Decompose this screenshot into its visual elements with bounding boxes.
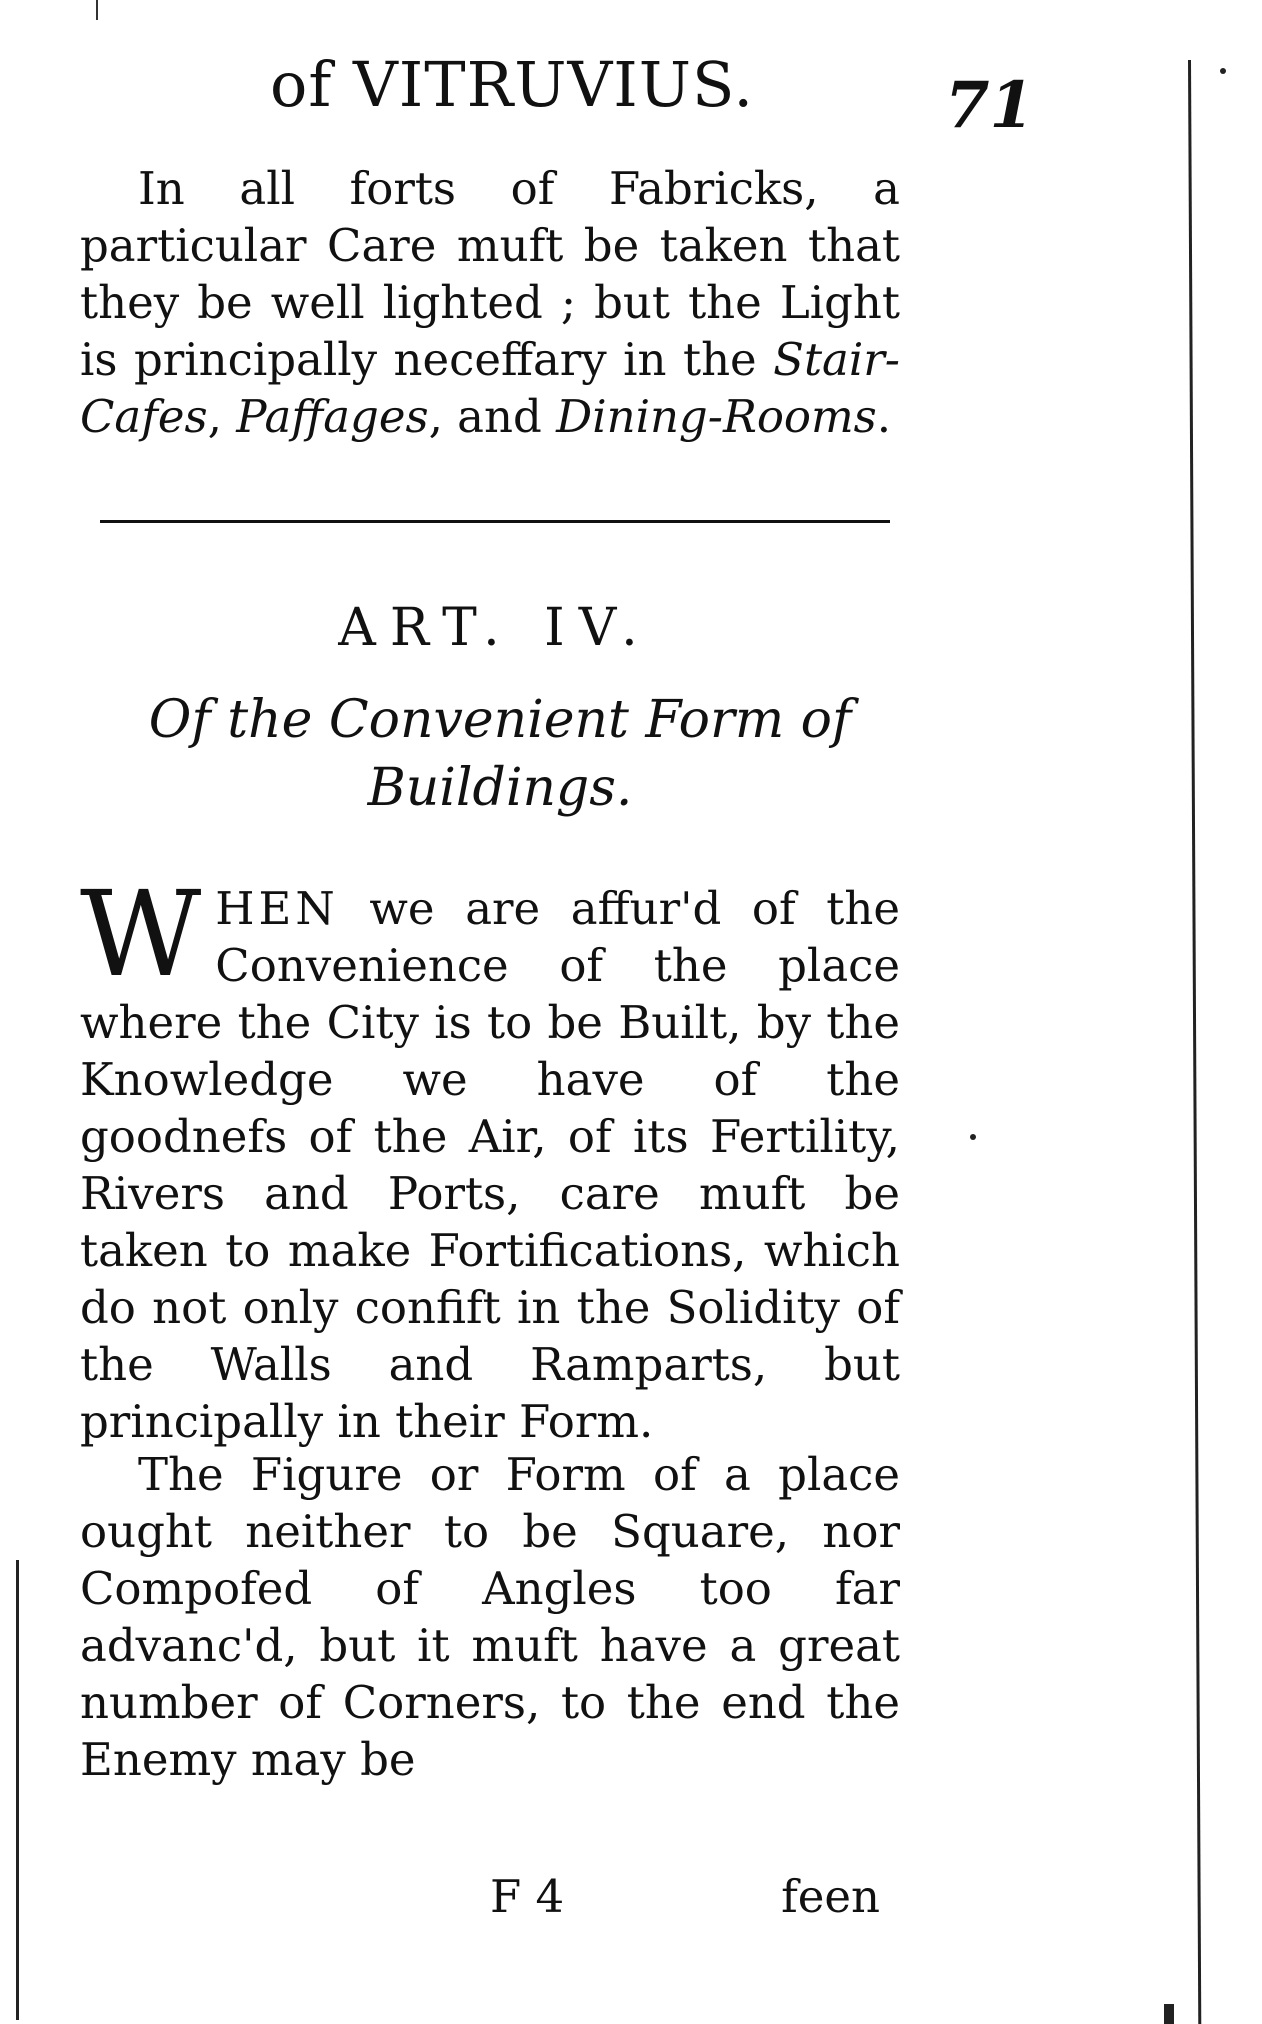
paragraph-lighting [80, 160, 900, 445]
separator: , and [428, 390, 557, 443]
scan-corner-mark [1164, 2004, 1174, 2024]
page-number: 71 [945, 68, 1035, 143]
stair-cases-term: Stair-Cafes [80, 333, 900, 443]
running-head: of VITRUVIUS. [270, 48, 755, 121]
paragraph-fortifications [80, 865, 900, 1450]
section-divider [100, 520, 890, 523]
page-footer [80, 1870, 900, 1930]
catchword: feen [781, 1870, 880, 1923]
scan-speck [1220, 68, 1226, 74]
scan-edge-tick [96, 0, 98, 20]
paragraph-figure: The Figure or Form of a place ought neither to be Square, nor Compofed of Angles too far advanc'd, but it muft have a great number of Corners, to the end the Enemy may be [80, 1448, 900, 1786]
paragraph-text: we are affur'd of the Convenience of the place where the City is to be Built, by the Knowledge we have of the goodnefs of the Air, of its Fertility, Rivers and Ports, care muft be taken to make Fortifications, which do not only confift in the Solidity of the Walls and Ramparts, but principally in their Form. [80, 882, 900, 1448]
page-edge-left [16, 1560, 19, 2020]
paragraph-text: In all forts of Fabricks, a particular Care muft be taken that they be well lighted ; but the Light is principally neceffary in the [80, 162, 900, 386]
dining-rooms-term: Dining-Rooms [556, 390, 877, 443]
drop-cap: W [80, 865, 202, 1003]
passages-term: Paffages [236, 390, 429, 443]
scan-speck [970, 1134, 976, 1140]
page-edge-right [1188, 60, 1201, 2024]
article-subtitle: Of the Convenient Form of Buildings. [148, 690, 852, 818]
signature-mark: F 4 [490, 1870, 565, 1923]
article-heading: ART. IV. [338, 598, 652, 658]
separator: , [207, 390, 237, 443]
small-caps-opening: HEN [215, 882, 339, 935]
paragraph-end: . [876, 390, 892, 443]
